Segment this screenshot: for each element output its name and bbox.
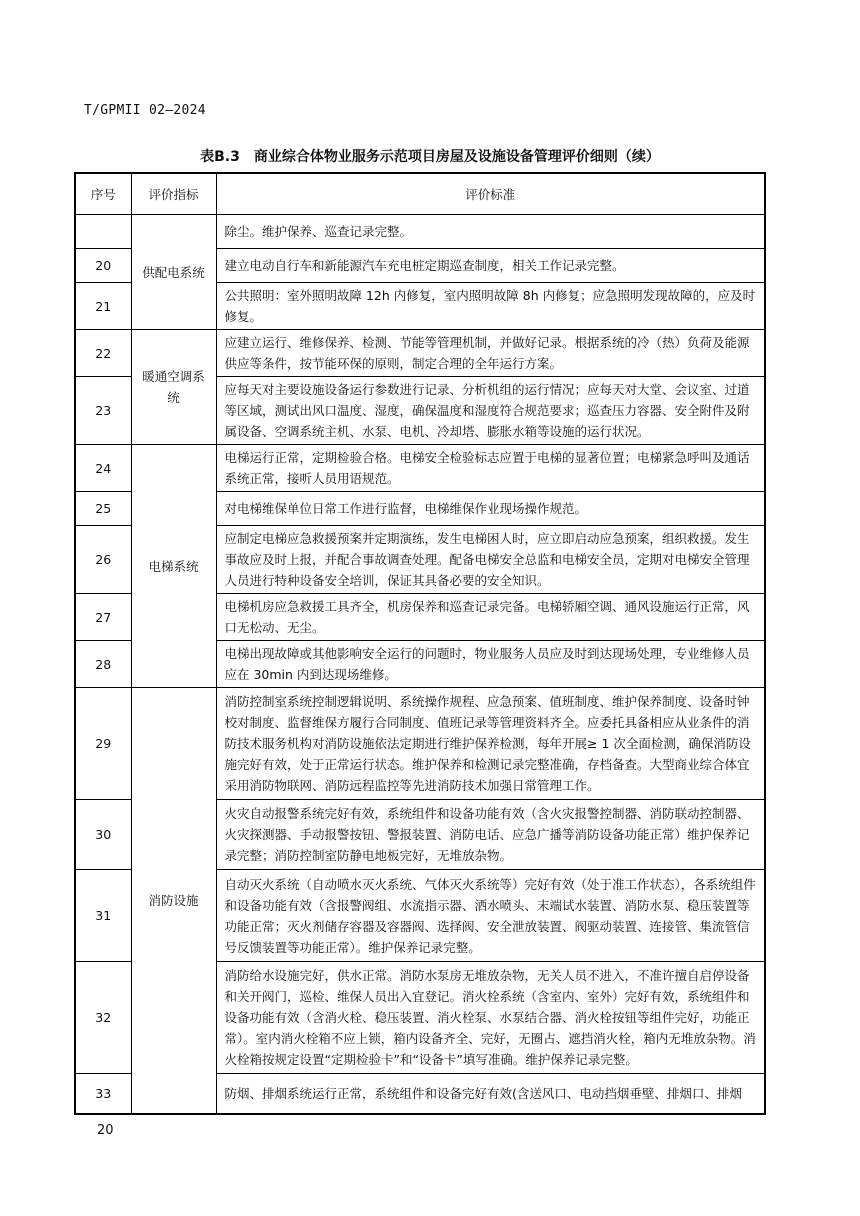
row-criteria: 电梯出现故障或其他影响安全运行的问题时，物业服务人员应及时到达现场处理，专业维修人员应在 30min 内到达现场维修。 xyxy=(216,641,765,688)
column-header-criteria: 评价标准 xyxy=(216,173,765,215)
row-criteria: 电梯机房应急救援工具齐全，机房保养和巡查记录完备。电梯轿厢空调、通风设施运行正常，风口无松动、无尘。 xyxy=(216,594,765,641)
row-number: 30 xyxy=(75,800,131,870)
row-criteria: 应制定电梯应急救援预案并定期演练，发生电梯困人时，应立即启动应急预案，组织救援。发生事故应及时上报，并配合事故调查处理。配备电梯安全总监和电梯安全员，定期对电梯安全管理人员进行特种设备安全培训，保证其具备必要的安全知识。 xyxy=(216,526,765,594)
page-number: 20 xyxy=(97,1123,114,1138)
row-number: 20 xyxy=(75,249,131,283)
row-number: 27 xyxy=(75,594,131,641)
column-header-indicator: 评价指标 xyxy=(131,173,216,215)
row-number: 32 xyxy=(75,962,131,1074)
indicator-elevator: 电梯系统 xyxy=(131,445,216,688)
row-criteria: 除尘。维护保养、巡查记录完整。 xyxy=(216,215,765,249)
row-number: 21 xyxy=(75,283,131,330)
row-criteria: 建立电动自行车和新能源汽车充电桩定期巡查制度，相关工作记录完整。 xyxy=(216,249,765,283)
table-row xyxy=(75,330,765,377)
table-header-row xyxy=(75,173,765,215)
row-number: 23 xyxy=(75,377,131,445)
indicator-power-supply: 供配电系统 xyxy=(131,215,216,330)
row-number: 26 xyxy=(75,526,131,594)
table-row xyxy=(75,215,765,249)
row-criteria: 自动灭火系统（自动喷水灭火系统、气体灭火系统等）完好有效（处于准工作状态），各系统组件和设备功能有效（含报警阀组、水流指示器、洒水喷头、末端试水装置、消防水泵、稳压装置等功能正常；灭火剂储存容器及容器阀、选择阀、安全泄放装置、阀驱动装置、连接管、集流管信号反馈装置等功能正常）。维护保养记录完整。 xyxy=(216,870,765,962)
row-criteria: 应每天对主要设施设备运行参数进行记录、分析机组的运行情况；应每天对大堂、会议室、过道等区域，测试出风口温度、湿度，确保温度和湿度符合规范要求；巡查压力容器、安全附件及附属设备、空调系统主机、水泵、电机、冷却塔、膨胀水箱等设施的运行状况。 xyxy=(216,377,765,445)
indicator-fire-protection: 消防设施 xyxy=(131,688,216,1114)
row-criteria: 消防给水设施完好，供水正常。消防水泵房无堆放杂物，无关人员不进入，不准许擅自启停设备和关开阀门，巡检、维保人员出入宜登记。消火栓系统（含室内、室外）完好有效，系统组件和设备功能有效（含消火栓、稳压装置、消火栓泵、水泵结合器、消火栓按钮等组件完好，功能正常）。室内消火栓箱不应上锁，箱内设备齐全、完好，无圈占、遮挡消火栓，箱内无堆放杂物。消火栓箱按规定设置“定期检验卡”和“设备卡”填写准确。维护保养记录完整。 xyxy=(216,962,765,1074)
row-criteria: 火灾自动报警系统完好有效，系统组件和设备功能有效（含火灾报警控制器、消防联动控制器、火灾探测器、手动报警按钮、警报装置、消防电话、应急广播等消防设备功能正常）维护保养记录完整；消防控制室防静电地板完好，无堆放杂物。 xyxy=(216,800,765,870)
table-caption: 表B.3 商业综合体物业服务示范项目房屋及设施设备管理评价细则（续） xyxy=(200,149,660,165)
row-number: 25 xyxy=(75,492,131,526)
row-criteria: 防烟、排烟系统运行正常，系统组件和设备完好有效(含送风口、电动挡烟垂壁、排烟口、排烟 xyxy=(216,1074,765,1114)
row-criteria: 应建立运行、维修保养、检测、节能等管理机制，并做好记录。根据系统的冷（热）负荷及能源供应等条件，按节能环保的原则，制定合理的全年运行方案。 xyxy=(216,330,765,377)
table-row xyxy=(75,445,765,492)
row-number: 31 xyxy=(75,870,131,962)
column-header-no: 序号 xyxy=(75,173,131,215)
row-number: 29 xyxy=(75,688,131,800)
row-criteria: 公共照明：室外照明故障 12h 内修复，室内照明故障 8h 内修复；应急照明发现故障的，应及时修复。 xyxy=(216,283,765,330)
row-criteria: 电梯运行正常，定期检验合格。电梯安全检验标志应置于电梯的显著位置；电梯紧急呼叫及通话系统正常，接听人员用语规范。 xyxy=(216,445,765,492)
row-criteria: 对电梯维保单位日常工作进行监督，电梯维保作业现场操作规范。 xyxy=(216,492,765,526)
row-number: 24 xyxy=(75,445,131,492)
document-code: T/GPMII 02—2024 xyxy=(84,103,206,118)
row-number: 28 xyxy=(75,641,131,688)
row-number: 33 xyxy=(75,1074,131,1114)
evaluation-table xyxy=(74,172,766,1115)
row-criteria: 消防控制室系统控制逻辑说明、系统操作规程、应急预案、值班制度、维护保养制度、设备时钟校对制度、监督维保方履行合同制度、值班记录等管理资料齐全。应委托具备相应从业条件的消防技术服务机构对消防设施依法定期进行维护保养检测，每年开展≥ 1 次全面检测，确保消防设施完好有效，处于正常运行状态。维护保养和检测记录完整准确，存档备查。大型商业综合体宜采用消防物联网、消防远程监控等先进消防技术加强日常管理工作。 xyxy=(216,688,765,800)
indicator-hvac: 暖通空调系统 xyxy=(131,330,216,445)
row-number: 22 xyxy=(75,330,131,377)
row-number xyxy=(75,215,131,249)
table-row xyxy=(75,688,765,800)
